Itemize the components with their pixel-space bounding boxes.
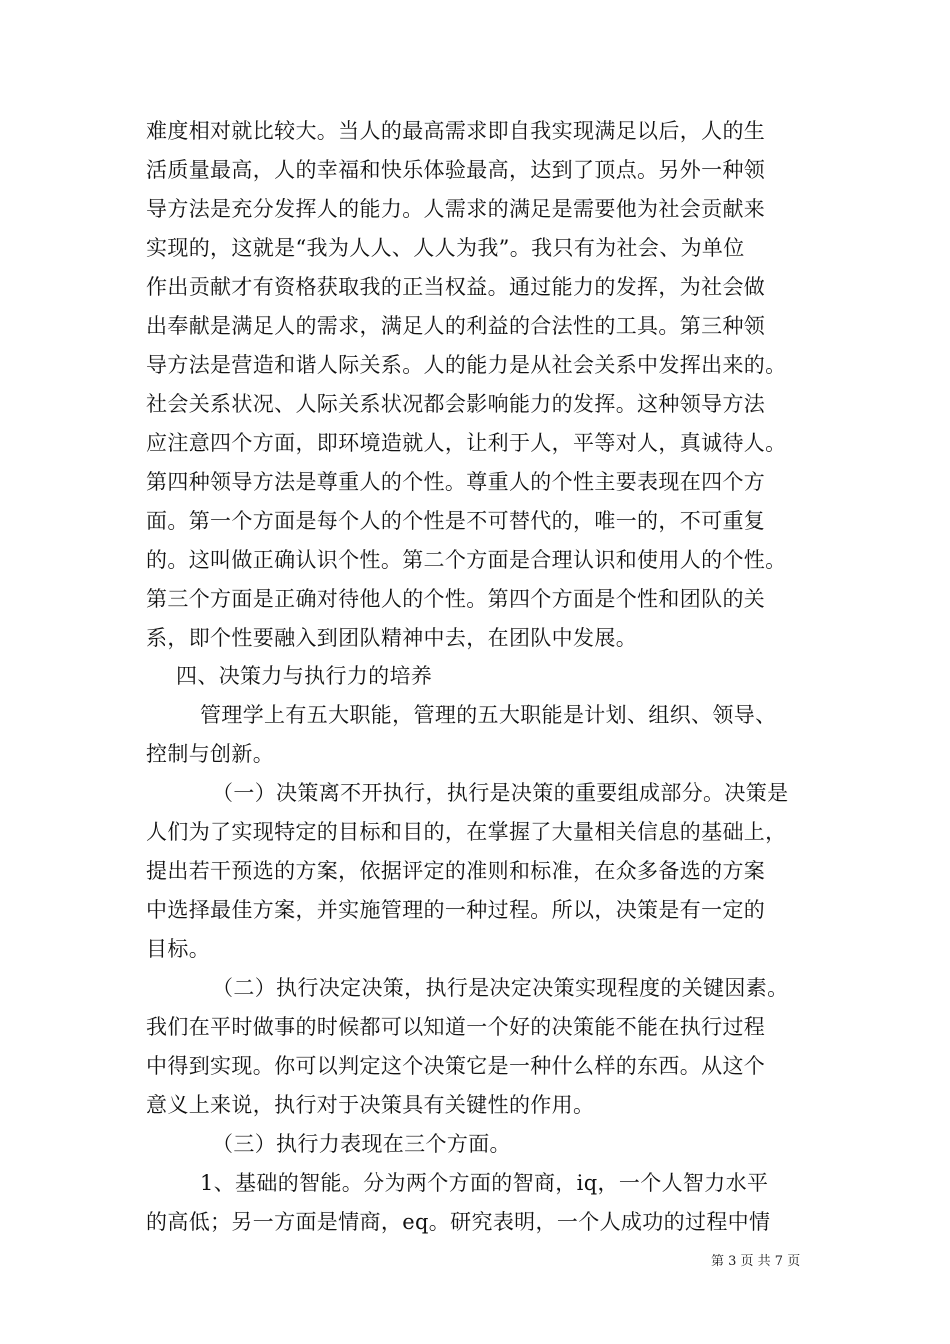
text-line: 活质量最高，人的幸福和快乐体验最高，达到了顶点。另外一种领 bbox=[146, 158, 766, 182]
section-heading: 四、决策力与执行力的培养 bbox=[176, 664, 433, 688]
text-line: 作出贡献才有资格获取我的正当权益。通过能力的发挥，为社会做 bbox=[146, 275, 766, 299]
text-line: 目标。 bbox=[146, 937, 211, 961]
text-line: 中得到实现。你可以判定这个决策它是一种什么样的东西。从这个 bbox=[146, 1054, 766, 1078]
text-line: 出奉献是满足人的需求，满足人的利益的合法性的工具。第三种领 bbox=[146, 314, 766, 338]
text-line: 应注意四个方面，即环境造就人，让利于人，平等对人，真诚待人。 bbox=[146, 431, 787, 455]
text-line: 的。这叫做正确认识个性。第二个方面是合理认识和使用人的个性。 bbox=[146, 548, 787, 572]
text-line: 导方法是充分发挥人的能力。人需求的满足是需要他为社会贡献来 bbox=[146, 197, 766, 221]
text-line: 人们为了实现特定的目标和目的，在掌握了大量相关信息的基础上， bbox=[146, 820, 787, 844]
text-line: 社会关系状况、人际关系状况都会影响能力的发挥。这种领导方法 bbox=[146, 392, 766, 416]
page-number-footer: 第 3 页 共 7 页 bbox=[711, 1254, 801, 1269]
text-line: 提出若干预选的方案，依据评定的准则和标准，在众多备选的方案 bbox=[146, 859, 766, 883]
text-line: 我们在平时做事的时候都可以知道一个好的决策能不能在执行过程 bbox=[146, 1015, 766, 1039]
text-line: （一）决策离不开执行，执行是决策的重要组成部分。决策是 bbox=[212, 781, 789, 805]
text-line: 系，即个性要融入到团队精神中去，在团队中发展。 bbox=[146, 626, 638, 650]
text-line: 第四种领导方法是尊重人的个性。尊重人的个性主要表现在四个方 bbox=[146, 470, 766, 494]
text-line: 的高低；另一方面是情商，eq。研究表明，一个人成功的过程中情 bbox=[146, 1210, 771, 1234]
text-line: 控制与创新。 bbox=[146, 742, 275, 766]
text-line: 实现的，这就是“我为人人、人人为我”。我只有为社会、为单位 bbox=[146, 236, 745, 260]
text-line: 中选择最佳方案，并实施管理的一种过程。所以，决策是有一定的 bbox=[146, 898, 766, 922]
text-line: 意义上来说，执行对于决策具有关键性的作用。 bbox=[146, 1093, 595, 1117]
text-line: 导方法是营造和谐人际关系。人的能力是从社会关系中发挥出来的。 bbox=[146, 353, 787, 377]
text-line: （三）执行力表现在三个方面。 bbox=[212, 1132, 511, 1156]
text-line: 难度相对就比较大。当人的最高需求即自我实现满足以后，人的生 bbox=[146, 119, 766, 143]
text-line: 1、基础的智能。分为两个方面的智商，iq，一个人智力水平 bbox=[200, 1171, 769, 1195]
text-line: 管理学上有五大职能，管理的五大职能是计划、组织、领导、 bbox=[200, 703, 777, 727]
text-line: 面。第一个方面是每个人的个性是不可替代的，唯一的，不可重复 bbox=[146, 509, 766, 533]
text-line: 第三个方面是正确对待他人的个性。第四个方面是个性和团队的关 bbox=[146, 587, 766, 611]
text-line: （二）执行决定决策，执行是决定决策实现程度的关键因素。 bbox=[212, 976, 789, 1000]
